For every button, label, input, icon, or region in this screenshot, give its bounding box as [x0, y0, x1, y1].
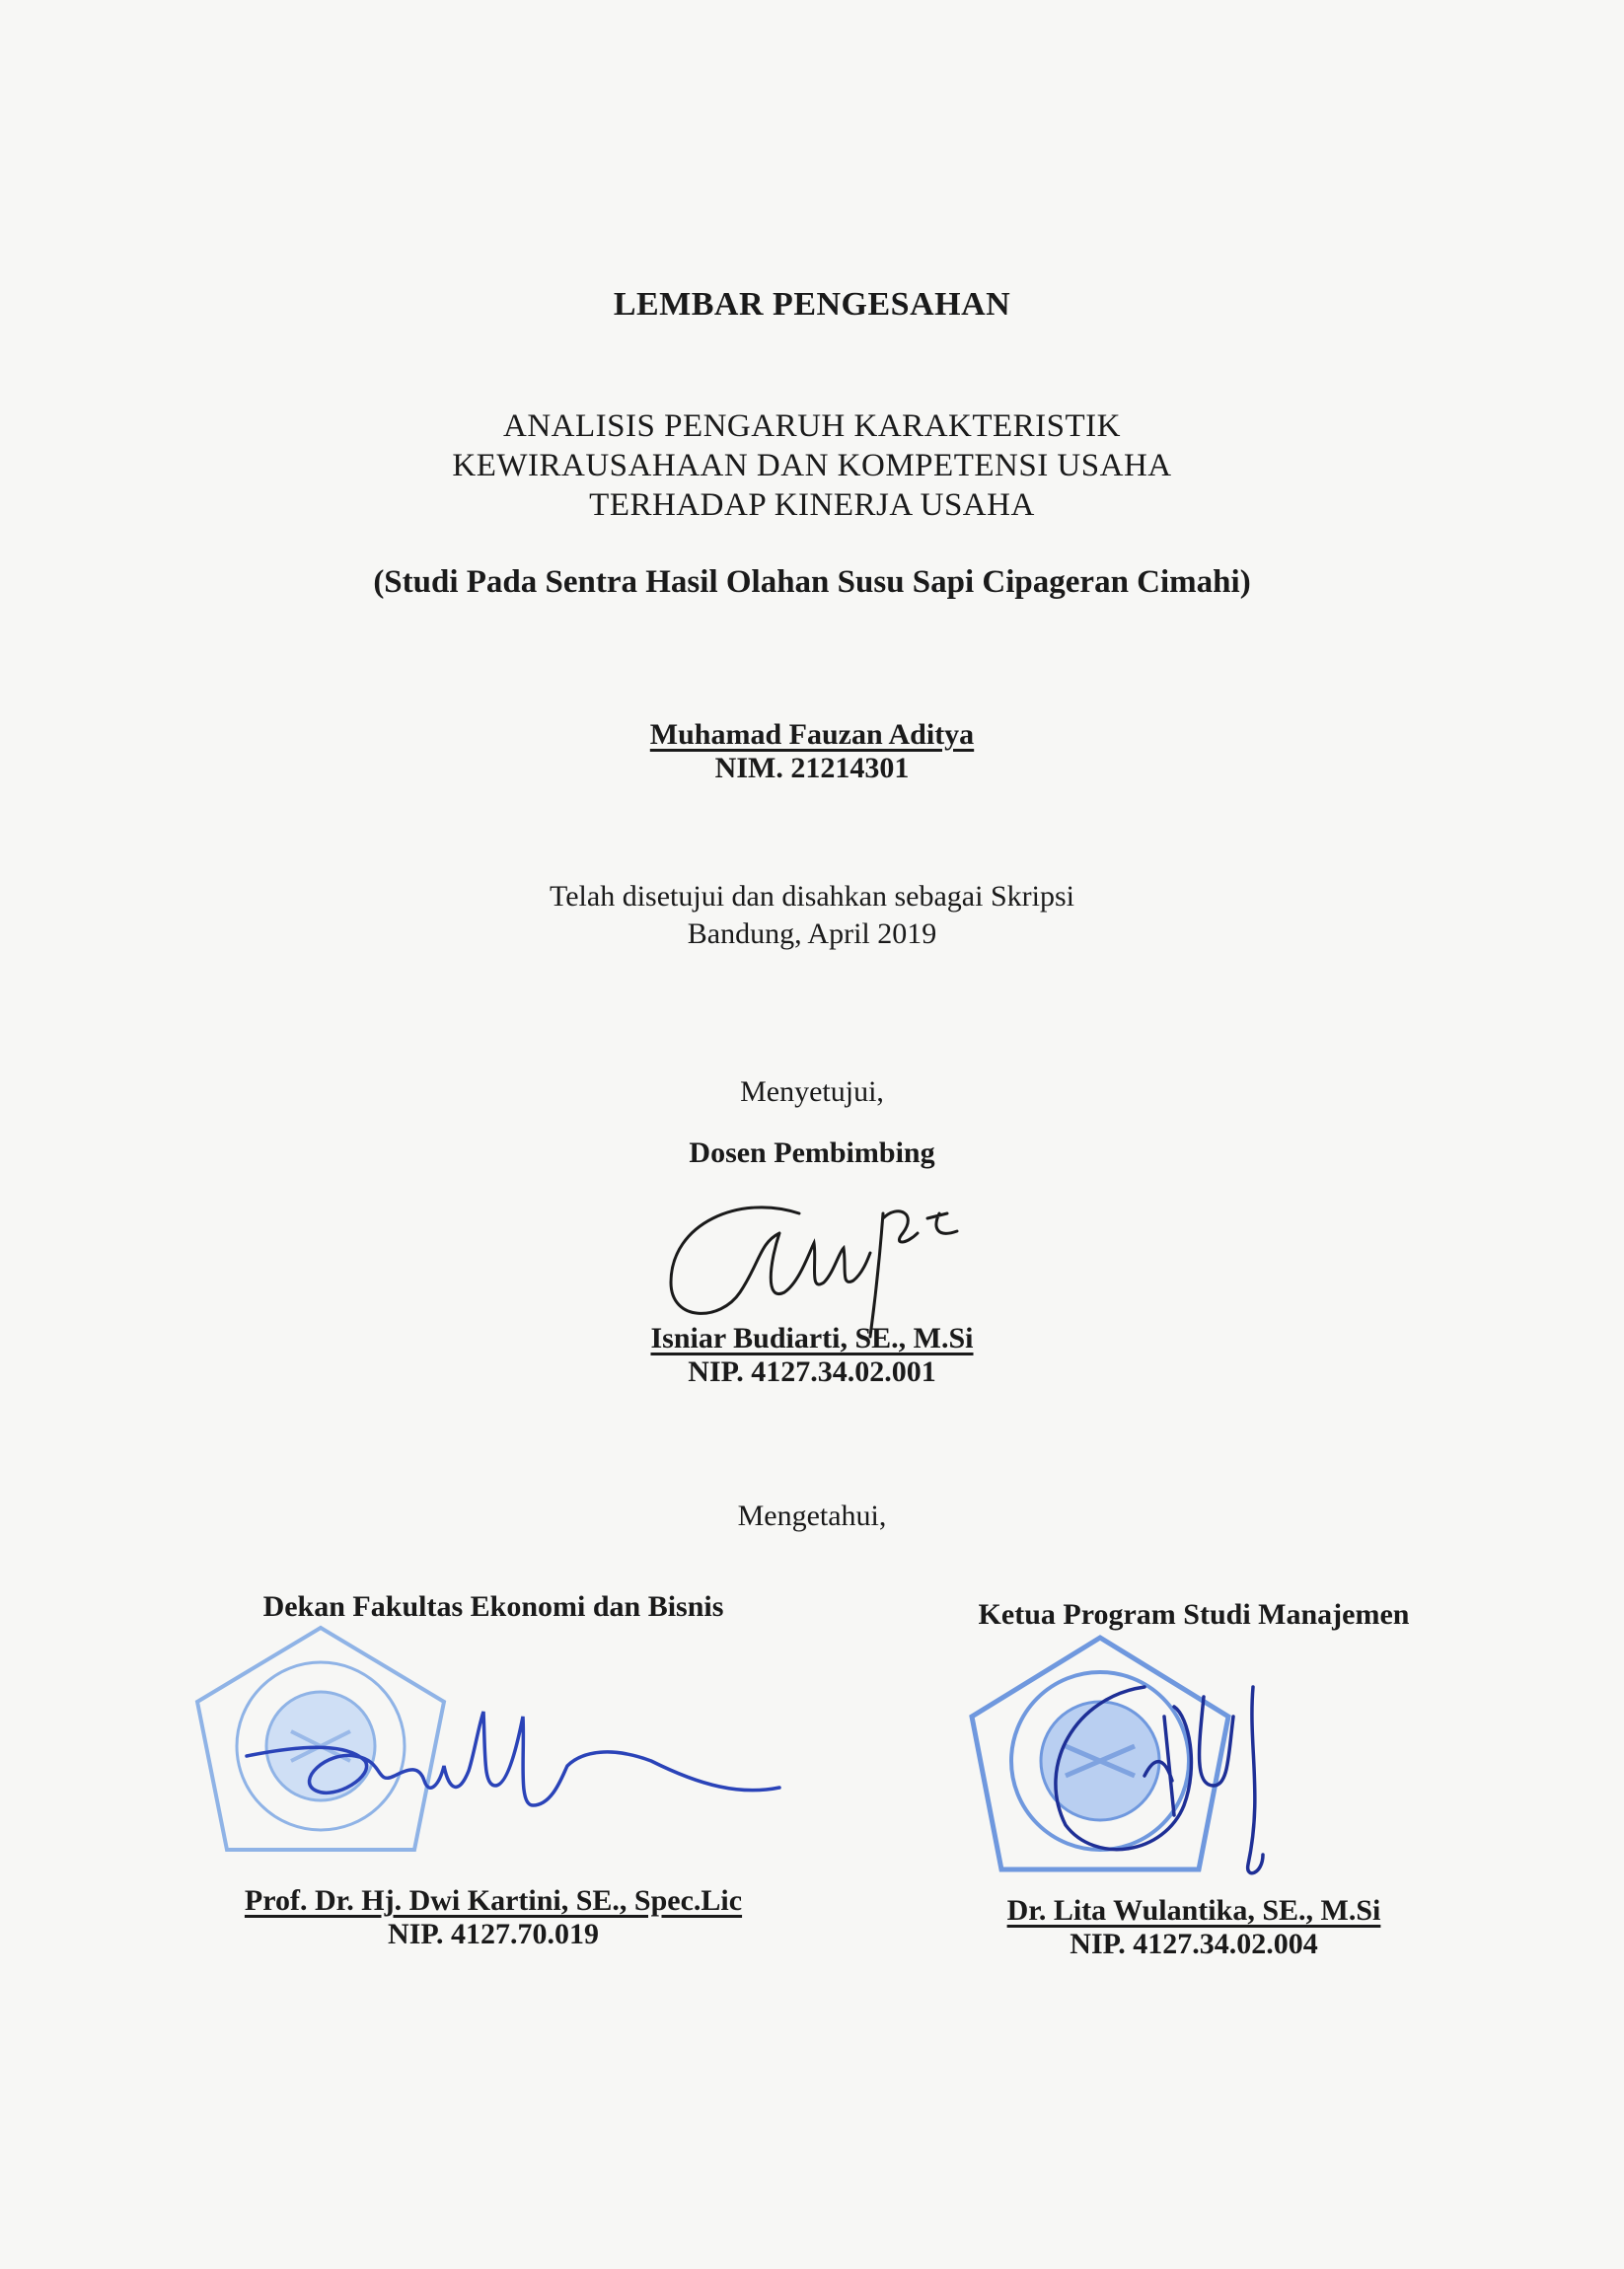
kaprodi-sign-block: [918, 1894, 1470, 1961]
supervisor-nip: NIP. 4127.34.02.001: [688, 1355, 936, 1388]
approver-intro: Menyetujui,: [740, 1075, 884, 1108]
approval-statement: [0, 878, 1624, 953]
dean-nip: NIP. 4127.70.019: [388, 1918, 599, 1950]
acknowledge-intro: Mengetahui,: [737, 1500, 887, 1532]
study-subtitle: (Studi Pada Sentra Hasil Olahan Susu Sapi Cipageran Cimahi): [373, 564, 1251, 600]
thesis-title-line: ANALISIS PENGARUH KARAKTERISTIK: [503, 408, 1121, 444]
supervisor-name: Isniar Budiarti, SE., M.Si: [650, 1322, 974, 1354]
dean-role: Dekan Fakultas Ekonomi dan Bisnis: [262, 1590, 724, 1623]
author-nim: NIM. 21214301: [714, 752, 910, 784]
kaprodi-role: Ketua Program Studi Manajemen: [978, 1598, 1410, 1631]
supervisor-signature: [651, 1174, 1006, 1342]
thesis-title: [0, 406, 1624, 525]
kaprodi-block: [918, 1598, 1470, 1632]
kaprodi-signature: [1016, 1657, 1332, 1884]
page-heading: LEMBAR PENGESAHAN: [613, 286, 1011, 323]
supervisor-block: [0, 1322, 1624, 1389]
approval-date: Bandung, April 2019: [687, 917, 937, 950]
dean-name: Prof. Dr. Hj. Dwi Kartini, SE., Spec.Lic: [244, 1884, 743, 1917]
author-block: [0, 718, 1624, 785]
thesis-title-line: TERHADAP KINERJA USAHA: [589, 487, 1035, 523]
dean-sign-block: [197, 1884, 789, 1951]
kaprodi-name: Dr. Lita Wulantika, SE., M.Si: [1006, 1894, 1381, 1927]
kaprodi-nip: NIP. 4127.34.02.004: [1070, 1928, 1318, 1960]
author-name: Muhamad Fauzan Aditya: [649, 718, 975, 751]
dean-signature: [237, 1697, 789, 1835]
approval-line: Telah disetujui dan disahkan sebagai Skripsi: [550, 880, 1074, 913]
thesis-title-line: KEWIRAUSAHAAN DAN KOMPETENSI USAHA: [452, 448, 1172, 483]
supervisor-role: Dosen Pembimbing: [689, 1136, 935, 1169]
